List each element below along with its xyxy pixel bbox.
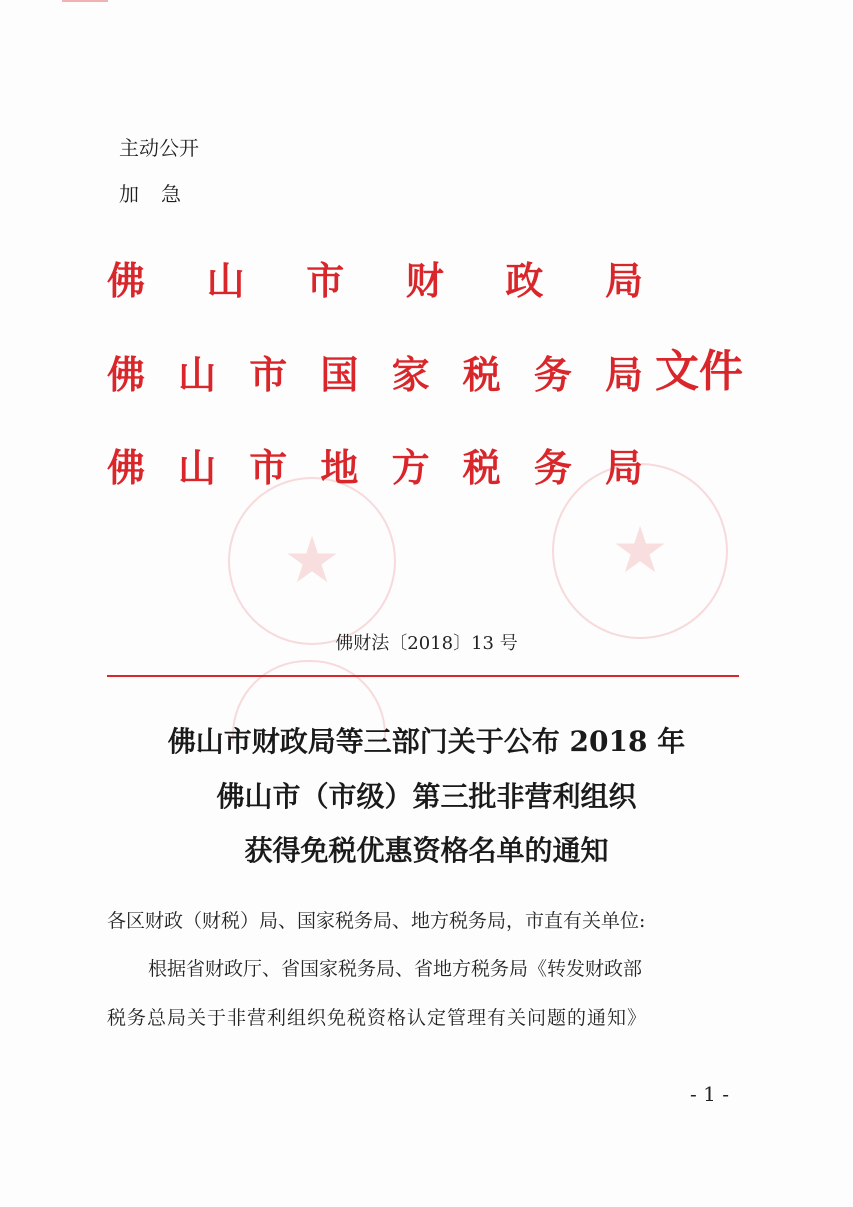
- issuer-char: 市: [306, 258, 345, 303]
- document-type-label: 文件: [655, 346, 743, 397]
- issuer-state-tax-bureau: [107, 352, 643, 397]
- notice-title-line-2: 佛山市（市级）第三批非营利组织: [216, 780, 637, 813]
- issuer-char: 局: [604, 352, 643, 397]
- issuer-char: 地: [320, 445, 359, 490]
- issuer-chars: [107, 445, 643, 490]
- page-number: - 1 -: [690, 1082, 729, 1106]
- issuer-chars: [107, 258, 643, 303]
- document-number: 佛财法〔2018〕13 号: [335, 633, 518, 654]
- addressee-line: 各区财政（财税）局、国家税务局、地方税务局，市直有关单位:: [107, 910, 646, 932]
- red-divider: [107, 675, 739, 677]
- seal-star-icon: ★: [611, 514, 669, 588]
- issuer-char: 市: [249, 352, 288, 397]
- issuer-char: 家: [391, 352, 430, 397]
- issuer-local-tax-bureau: [107, 445, 643, 490]
- disclosure-label: 主动公开: [119, 136, 199, 160]
- issuer-char: 市: [249, 445, 288, 490]
- issuer-char: 佛: [107, 352, 146, 397]
- issuer-char: 佛: [107, 258, 146, 303]
- official-seal-left: [228, 477, 396, 645]
- seal-star-icon: ★: [283, 524, 341, 598]
- issuer-char: 税: [462, 445, 501, 490]
- notice-title-line-3: 获得免税优惠资格名单的通知: [244, 834, 609, 867]
- notice-title-line-1: 佛山市财政局等三部门关于公布 2018 年: [167, 725, 686, 758]
- issuer-finance-bureau: [107, 258, 643, 303]
- issuer-char: 税: [462, 352, 501, 397]
- urgency-label: 加急: [119, 182, 203, 206]
- issuer-char: 务: [533, 445, 572, 490]
- issuer-char: 山: [178, 445, 217, 490]
- issuer-char: 局: [604, 445, 643, 490]
- issuer-char: 山: [206, 258, 245, 303]
- issuer-char: 国: [320, 352, 359, 397]
- issuer-char: 方: [391, 445, 430, 490]
- issuer-char: 政: [505, 258, 544, 303]
- issuer-char: 佛: [107, 445, 146, 490]
- issuer-chars: [107, 352, 643, 397]
- issuer-char: 山: [178, 352, 217, 397]
- body-paragraph-line-1: 根据省财政厅、省国家税务局、省地方税务局《转发财政部: [148, 958, 643, 980]
- body-paragraph-line-2: 税务总局关于非营利组织免税资格认定管理有关问题的通知》: [107, 1007, 648, 1029]
- scan-corner-mark: [62, 0, 108, 2]
- issuer-char: 局: [604, 258, 643, 303]
- issuer-char: 务: [533, 352, 572, 397]
- issuer-char: 财: [405, 258, 444, 303]
